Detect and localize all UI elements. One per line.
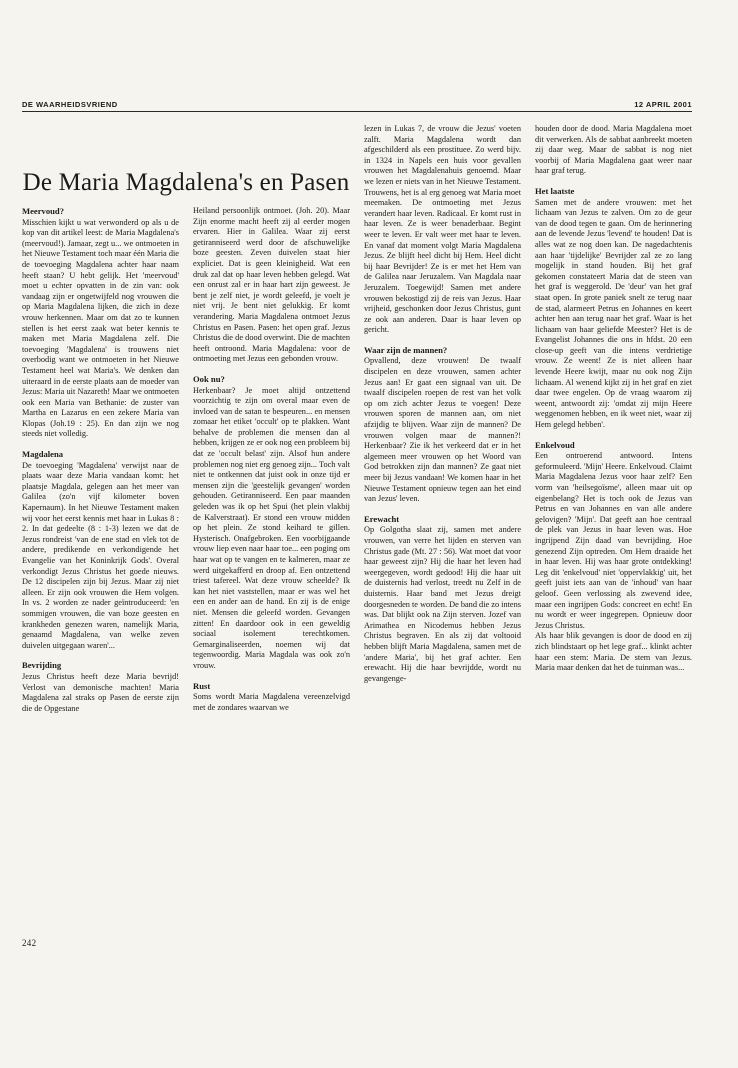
section-text: Soms wordt Maria Magdalena vereenzelvigd met de zondares waarvan we: [193, 692, 350, 712]
section-text: Herkenbaar? Je moet altijd ontzettend voorzichtig te zijn om overal maar even de invloed van de satan te bespeuren... en mensen zomaar het etiket 'occult' op te plakken. Want behalve de problemen die mensen dan al hebben, krijgen ze er ook nog een probleem bij dat ze 'occult belast' zijn. Alsof hun andere problemen nog niet erg genoeg zijn... Toch valt niet te ontkennen dat juist ook in onze tijd er mensen zijn die 'geestelijk gevangen' worden gehouden. Getiranniseerd. Een paar maanden geleden was ik op het Spui (het plein vlakbij de Kalverstraat). Er stond een vrouw midden op het plein. Ze stond keihard te gillen. Hysterisch. Onafgebroken. Een voorbijgaande vrouw liep even naar haar toe... een poging om haar wat op te vangen en te kalmeren, maar ze werd uitgekafferd en droop af. Een ontzettend triest tafereel. Wat deze vrouw scheelde? Ik kan het niet vaststellen, maar er was wel het een en ander aan de hand. En zij is de enige niet. Mensen die geleefd worden. Gevangen zitten! En daardoor ook in een geweldig sociaal isolement terechtkomen. Gemarginaliseerden, noemen wij dat tegenwoordig. Maria Magdala was ook zo'n vrouw.: [193, 385, 350, 670]
article-content: [22, 124, 692, 714]
article-section: [364, 514, 521, 685]
section-heading: Erewacht: [364, 513, 400, 524]
section-text: Jezus Christus heeft deze Maria bevrijd! Verlost van demonische machten! Maria Magdalena zal straks op Pasen de eerste zijn die de Opgestane: [22, 671, 179, 713]
page-number: 242: [22, 938, 37, 948]
section-heading: Ook nu?: [193, 373, 225, 384]
text-column-4: [535, 124, 692, 714]
article-section: [535, 631, 692, 673]
section-text: Als haar blik gevangen is door de dood en zij zich blindstaart op het lege graf... klinkt achter haar een stem: Maria. De stem van Jezus. Maria maar denken dat het de tuinman was...: [535, 631, 692, 673]
section-text: De toevoeging 'Magdalena' verwijst naar de plaats waar deze Maria vandaan komt: het plaatsje Magdala, gelegen aan het meer van Galilea (zo'n vijf kilometer boven Kapernaum). In het Nieuwe Testament maken wij voor het eerst kennis met haar in Lukas 8 : 2. In dat gedeelte (8 : 1-3) lezen we dat de Jezus rondreist 'van de ene stad en vlek tot de andere, predikende en verkondigende het Evangelie van het Koninkrijk Gods'. Overal verkondigt Jezus Christus het goede nieuws. De 12 discipelen zijn bij Jezus. Maar zij niet alleen. Er zijn ook vrouwen die Hem volgen. In vs. 2 worden ze nader geïntroduceerd: 'en sommigen vrouwen, die van boze geesten en krankheden genezen waren, namelijk Maria, genaamd Magdalena, van welke zeven duivelen uitgegaan waren'...: [22, 460, 179, 650]
article-section: [193, 374, 350, 672]
section-text: Misschien kijkt u wat verwonderd op als u de kop van dit artikel leest: de Maria Magdalena's (meervoud!). Jamaar, zegt u... we ontmoeten in het Nieuwe Testament toch maar één Maria die de toevoeging Magdalena achter haar naam heeft staan? U hebt gelijk. Het 'meervoud' moet u echter opvatten in de zin van: ook vandaag zijn er ongetwijfeld nog vrouwen die op Maria Magdalena lijken, die zich in deze vrouw herkennen. Maar om dat zo te kunnen stellen is het eerst zaak wat beter kennis te maken met Maria Magdalena zelf. Die toevoeging 'Magdalena' is trouwens niet overbodig want we ontmoeten in het Nieuwe Testament heel wat Maria's. We denken dan uiteraard in de eerste plaats aan de moeder van Jezus: Maria uit Nazareth! Maar we ontmoeten ook een Maria van Bethanie: de zuster van Martha en Lazarus en een zekere Maria van Klopas (Joh.19 : 25). En dan zijn we nog steeds niet volledig.: [22, 217, 179, 439]
section-heading: Waar zijn de mannen?: [364, 344, 448, 355]
article-section: [193, 681, 350, 714]
section-heading: Bevrijding: [22, 660, 62, 671]
issue-date: 12 APRIL 2001: [634, 100, 692, 109]
publication-name: DE WAARHEIDSVRIEND: [22, 100, 118, 109]
article-title-block: [22, 124, 350, 206]
article-section: [193, 206, 350, 365]
article-section: [535, 440, 692, 632]
article-section: [22, 660, 179, 714]
article-title: De Maria Magdalena's en Pasen: [22, 168, 350, 196]
section-heading: Meervoud?: [22, 206, 65, 216]
section-heading: Het laatste: [535, 185, 575, 196]
section-text: Opvallend, deze vrouwen! De twaalf discipelen en deze vrouwen, samen achter Jezus aan! Er gaat een signaal van uit. De twaalf discipelen roepen de rest van het volk op om zich achter Jezus te voegen! Deze vrouwen sporen de mannen aan, om niet afzijdig te blijven. Waar zijn de mannen? De vrouwen volgen maar de mannen?! Herkenbaar? Zie ik het verkeerd dat er in het algemeen meer vrouwen op het Woord van God betrokken zijn dan mannen? Ze gaat niet meer bij Jezus vandaan! We komen haar in het Nieuwe Testament opnieuw tegen aan het eind van Jezus' leven.: [364, 356, 521, 504]
article-section: [22, 206, 179, 440]
masthead: [22, 100, 692, 112]
article-section: [364, 345, 521, 505]
text-column-3: [364, 124, 521, 714]
section-heading: Magdalena: [22, 449, 64, 460]
section-heading: Enkelvoud: [535, 439, 575, 450]
text-column-1: [22, 206, 179, 714]
section-text: Samen met de andere vrouwen: met het lichaam van Jezus te zalven. Om zo de geur van de dood tegen te gaan. Om de herinnering aan de levende Jezus 'levend' te houden! Dat is alles wat ze nog doen kan. De nagedachtenis aan haar 'tijdelijke' Bevrijder zal ze zo lang mogelijk in stand houden. Bij het graf gekomen constateert Maria dat de steen van het graf is weggerold. De 'deur' van het graf staat open. In grote paniek snelt ze terug naar de stad, alarmeert Petrus en Johannes en keert achter hen aan terug naar het graf. Waar is het lichaam van haar geliefde Meester? Het is de Evangelist Johannes die ons in hfdst. 20 een close-up geeft van die intens verdrietige vrouw. Ze weent! Ze is niet alleen haar levende Heere kwijt, maar nu ook nog Zijn lichaam. Al wenend kijkt zij in het graf en ziet daar twee engelen. Op de vraag waarom zij weent, antwoordt zij: 'omdat zij mijn Heere weggenomen hebben, en ik weet niet, waar zij Hem gelegd hebben'.: [535, 197, 692, 430]
article-section: [535, 124, 692, 177]
section-heading: Rust: [193, 680, 211, 691]
section-text: houden door de dood. Maria Magdalena moet dit verwerken. Als de sabbat aanbreekt moeten zij daar weg. Maar de sabbat is nog niet voorbij of Maria Magdalena gaat weer naar haar graf terug.: [535, 124, 692, 176]
article-section: [364, 124, 521, 336]
section-text: Een ontroerend antwoord. Intens geformuleerd. 'Mijn' Heere. Enkelvoud. Claimt Maria Magdalena Jezus voor haar zelf? Een vorm van 'heilsegoïsme', alleen maar uit op eigenbelang? Het is toch ook de Jezus van Petrus en van Johannes en van alle andere gelovigen? 'Mijn'. Dat geeft aan hoe centraal de plek van Jezus in haar leven was. Hoe ingrijpend Zijn daad van bevrijding. Hoe genezend Zijn optreden. Om Hem draaide het in haar leven. Hij was haar grote ontdekking! Leg dit 'enkelvoud' niet 'oppervlakkig' uit, het geeft juist iets aan van de 'inhoud' van haar geloof. Geen verlossing als zwevend idee, maar een ingrijpen Gods: concreet en echt! En nu wordt er weer ingegrepen. Opnieuw door Jezus Christus.: [535, 451, 692, 630]
section-text: lezen in Lukas 7, de vrouw die Jezus' voeten zalft. Maria Magdalena wordt dan afgeschilderd als een prostituee. Zo werd bijv. in 1324 in Napels een huis voor gevallen vrouwen het Magdalenahuis genoemd. Maar we lezen er niets van in het Nieuwe Testament. Trouwens, het is al erg genoeg wat Maria moet meemaken. De ontmoeting met Jezus verandert haar leven. Radicaal. Er komt rust in haar leven. Ze is weer benaderbaar. Begint weer te leven. Er valt weer met haar te leven. En vanaf dat moment volgt Maria Magdalena Jezus. Ze blijft heel dicht bij Hem. Heel dicht bij haar Bevrijder! Ze is er met het Hem van de Galilea naar Jeruzalem. Van Magdala naar Jeruzalem. Toegewijd! Samen met andere vrouwen bekostigd zij de reis van Jezus. Haar vrijheid, geschonken door Jezus Christus, gunt ze ook aan anderen. Daar is haar leven op gericht.: [364, 124, 521, 335]
section-text: Heiland persoonlijk ontmoet. (Joh. 20). Maar Zijn enorme macht heeft zij al eerder mogen ervaren. Hier in Galilea. Waar zij eerst getiranniseerd werd door de afschuwelijke boze geesten. Zeven duivelen staat hier expliciet. Dat is geen kleinigheid. Wat een druk zal dat op haar leven hebben gelegd. Wat een onrust zal er in haar hart zijn geweest. Je bent je zelf niet, je wordt geleefd, je voelt je niet vrij. Je bent niet gelukkig. Er komt verandering. Maria Magdalena ontmoet Jezus Christus en Pasen. Pasen: het open graf. Jezus Christus die de dood overwint. Die de machten heeft ontroond. Maria Magdalena: voor de ontmoeting met Jezus een gebonden vrouw.: [193, 206, 350, 364]
text-column-2: [193, 206, 350, 714]
article-section: [535, 186, 692, 431]
article-section: [22, 449, 179, 651]
section-text: Op Golgotha slaat zij, samen met andere vrouwen, van verre het lijden en sterven van Christus gade (Mt. 27 : 56). Wat moet dat voor haar geweest zijn? Hij die haar het leven had weergegeven, wordt gedood! Hij die haar uit de duisternis had verlost, treedt nu Zelf in de duisternis. Haar band met Jezus dreigt doorgesneden te worden. De band die zo intens was. Dat blijkt ook na Zijn sterven. Jozef van Arimathea en Nicodemus hebben Jezus Christus begraven. En als zij dat voltooid hebben blijft Maria Magdalena, samen met de 'andere Maria', bij het graf achter. Een erewacht. Hij die haar bevrijdde, wordt nu gevangenge-: [364, 525, 521, 683]
